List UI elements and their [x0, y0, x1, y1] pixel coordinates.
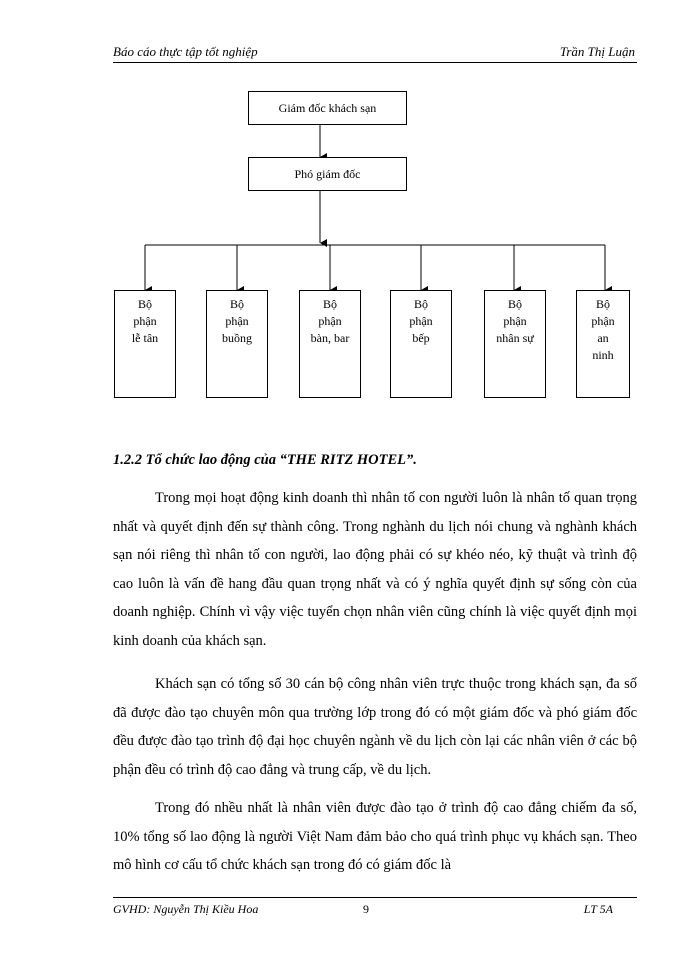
header-author: Trần Thị Luận: [559, 44, 635, 59]
dept-box-human-resources: Bộ phận nhân sự: [484, 290, 546, 398]
page-number: 9: [363, 902, 369, 916]
paragraph: Khách sạn có tổng số 30 cán bộ công nhân viên trực thuộc trong khách sạn, đa số đã được đào tạo chuyên môn qua trường lớp trong đó có một giám đốc và phó giám đốc đều được đào tạo trình độ đại học chuyên ngành về du lịch còn lại các nhân viên ở các bộ phận đều có trình độ cao đẳng và trung cấp, về du lịch.: [113, 676, 637, 778]
paragraph: Trong đó nhều nhất là nhân viên được đào tạo ở trình độ cao đẳng chiếm đa số, 10% tổng số lao động là người Việt Nam đảm bảo cho quá trình phục vụ khách sạn. Theo mô hình cơ cấu tổ chức khách sạn trong đó có giám đốc là: [113, 800, 637, 873]
footer-rule: [113, 897, 637, 898]
section-heading: 1.2.2 Tổ chức lao động của “THE RITZ HOTEL”.: [113, 452, 417, 468]
header-report-title: Báo cáo thực tập tốt nghiệp: [113, 44, 258, 59]
footer-supervisor: GVHD: Nguyễn Thị Kiều Hoa: [113, 902, 259, 916]
page-footer: [113, 902, 637, 920]
director-box: Giám đốc khách sạn: [248, 91, 407, 125]
dept-box-kitchen: Bộ phận bếp: [390, 290, 452, 398]
dept-box-security: Bộ phận an ninh: [576, 290, 630, 398]
footer-class: LT 5A: [583, 902, 613, 916]
dept-box-housekeeping: Bộ phận buồng: [206, 290, 268, 398]
dept-box-restaurant-bar: Bộ phận bàn, bar: [299, 290, 361, 398]
deputy-director-box: Phó giám đốc: [248, 157, 407, 191]
paragraph: Trong mọi hoạt động kinh doanh thì nhân tố con người luôn là nhân tố quan trọng nhất và quyết định đến sự thành công. Trong nghành du lịch nói chung và nghành khách sạn nói riêng thì nhân tố con người, lao động phải có sự khéo néo, kỹ thuật và trình độ cao luôn là vấn đề hang đầu quan trọng nhất và có ý nghĩa quyết định sự sống còn của doanh nghiệp. Chính vì vậy việc tuyển chọn nhân viên cũng chính là việc quyết định mọi kinh doanh của khách sạn.: [113, 490, 637, 649]
dept-box-reception: Bộ phận lễ tân: [114, 290, 176, 398]
